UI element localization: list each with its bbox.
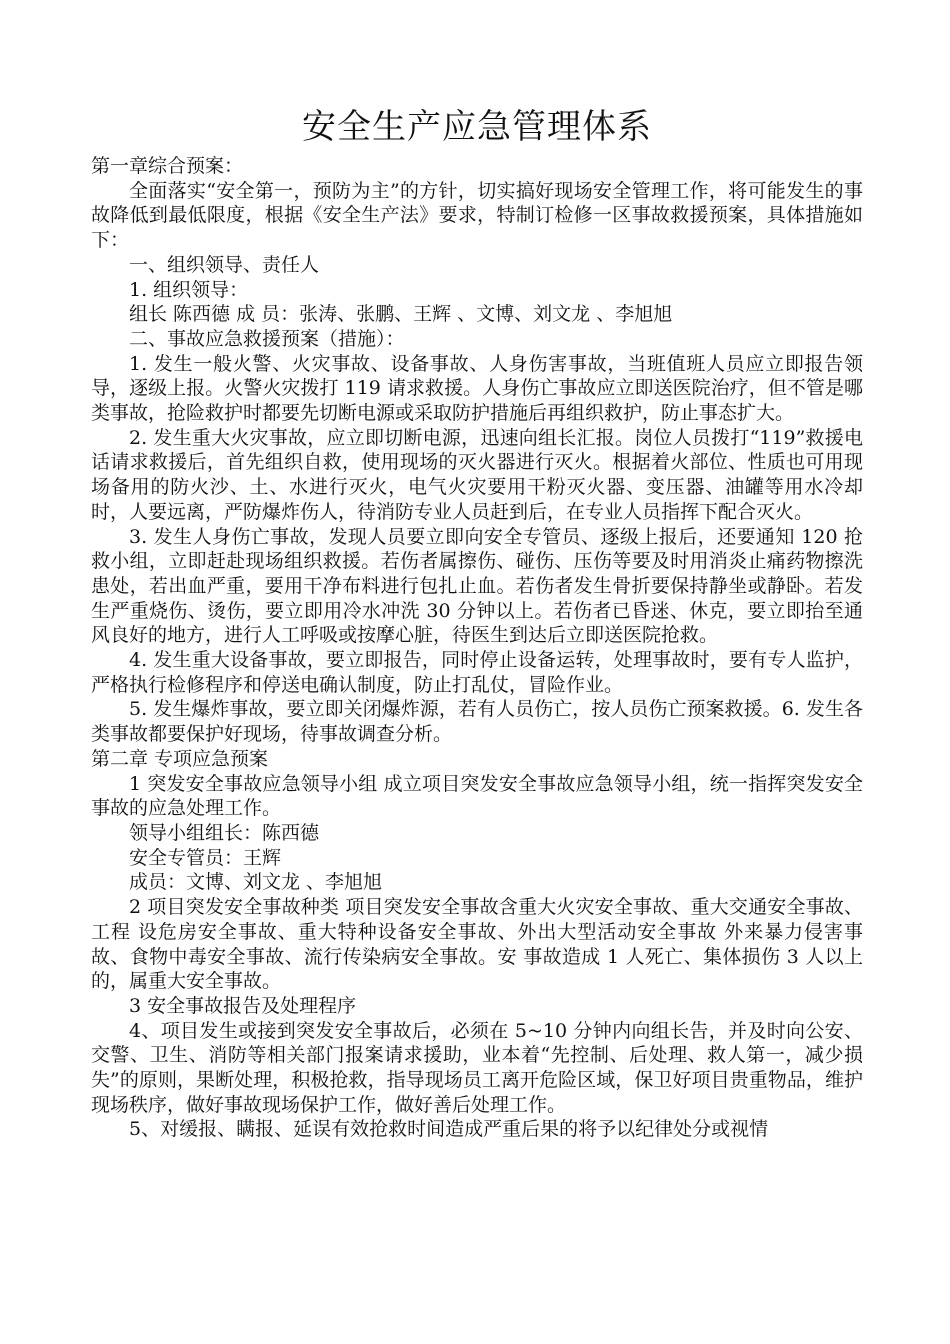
paragraph: 2 项目突发安全事故种类 项目突发安全事故含重大火灾安全事故、重大交通安全事故、工程 设危房安全事故、重大特种设备安全事故、外出大型活动安全事故 外来暴力侵害事故、食物中毒安全事故、流行传染病安全事故。安 事故造成 1 人死亡、集体损伤 3 人以上的，属重大安全事故。 [91, 896, 863, 993]
paragraph: 3 安全事故报告及处理程序 [129, 994, 357, 1017]
document-page [91, 100, 863, 1142]
paragraph: 3. 发生人身伤亡事故，发现人员要立即向安全专管员、逐级上报后，还要通知 120 抢救小组，立即赶赴现场组织救援。若伤者属擦伤、碰伤、压伤等要及时用消炎止痛药物擦洗患处，若出血严重，要用干净布料进行包扎止血。若伤者发生骨折要保持静坐或静卧。若发生严重烧伤、烫伤，要立即用冷水冲洗 30 分钟以上。若伤者已昏迷、休克，要立即抬至通风良好的地方，进行人工呼吸或按摩心脏，待医生到达后立即送医院抢救。 [91, 525, 863, 647]
paragraph: 领导小组组长：陈西德 [129, 821, 320, 844]
paragraph: 2. 发生重大火灾事故，应立即切断电源，迅速向组长汇报。岗位人员拨打“119”救援电话请求救援后，首先组织自救，使用现场的灭火器进行灭火。根据着火部位、性质也可用现场备用的防火沙、土、水进行灭火，电气火灾要用干粉灭火器、变压器、油罐等用水冷却时，人要远离，严防爆炸伤人，待消防专业人员赶到后，在专业人员指挥下配合灭火。 [91, 426, 863, 523]
paragraph: 1 突发安全事故应急领导小组 成立项目突发安全事故应急领导小组，统一指挥突发安全事故的应急处理工作。 [91, 772, 863, 820]
paragraph: 组长 陈西德 成 员：张涛、张鹏、王辉 、文博、刘文龙 、李旭旭 [129, 303, 673, 326]
paragraph: 第一章综合预案： [91, 155, 244, 177]
document-body [91, 154, 863, 1142]
paragraph: 第二章 专项应急预案 [91, 747, 269, 770]
paragraph: 1. 发生一般火警、火灾事故、设备事故、人身伤害事故，当班值班人员应立即报告领导，逐级上报。火警火灾拨打 119 请求救援。人身伤亡事故应立即送医院治疗，但不管是哪类事故，抢险救护时都要先切断电源或采取防护措施后再组织救护，防止事态扩大。 [91, 352, 863, 425]
paragraph: 二、事故应急救援预案（措施）： [129, 327, 405, 350]
paragraph: 成员：文博、刘文龙 、李旭旭 [129, 871, 383, 894]
paragraph: 4. 发生重大设备事故，要立即报告，同时停止设备运转，处理事故时，要有专人监护，严格执行检修程序和停送电确认制度，防止打乱仗，冒险作业。 [91, 649, 863, 696]
paragraph: 全面落实“安全第一，预防为主”的方针，切实搞好现场安全管理工作，将可能发生的事故降低到最低限度，根据《安全生产法》要求，特制订检修一区事故救援预案，具体措施如下： [91, 179, 863, 252]
paragraph: 4、项目发生或接到突发安全事故后，必须在 5~10 分钟内向组长告，并及时向公安、交警、卫生、消防等相关部门报案请求援助，业本着“先控制、后处理、救人第一，减少损失”的原则，果断处理，积极抢救，指导现场员工离开危险区域，保卫好项目贵重物品，维护现场秩序，做好事故现场保护工作，做好善后处理工作。 [91, 1019, 863, 1116]
document-title: 安全生产应急管理体系 [302, 107, 652, 147]
paragraph: 一、组织领导、责任人 [129, 253, 320, 276]
paragraph: 1. 组织领导： [129, 278, 249, 301]
paragraph: 5. 发生爆炸事故，要立即关闭爆炸源，若有人员伤亡，按人员伤亡预案救援。6. 发生各类事故都要保护好现场，待事故调查分析。 [91, 698, 863, 746]
paragraph: 安全专管员：王辉 [129, 846, 282, 869]
paragraph: 5、对缓报、瞒报、延误有效抢救时间造成严重后果的将予以纪律处分或视情 [129, 1118, 769, 1141]
